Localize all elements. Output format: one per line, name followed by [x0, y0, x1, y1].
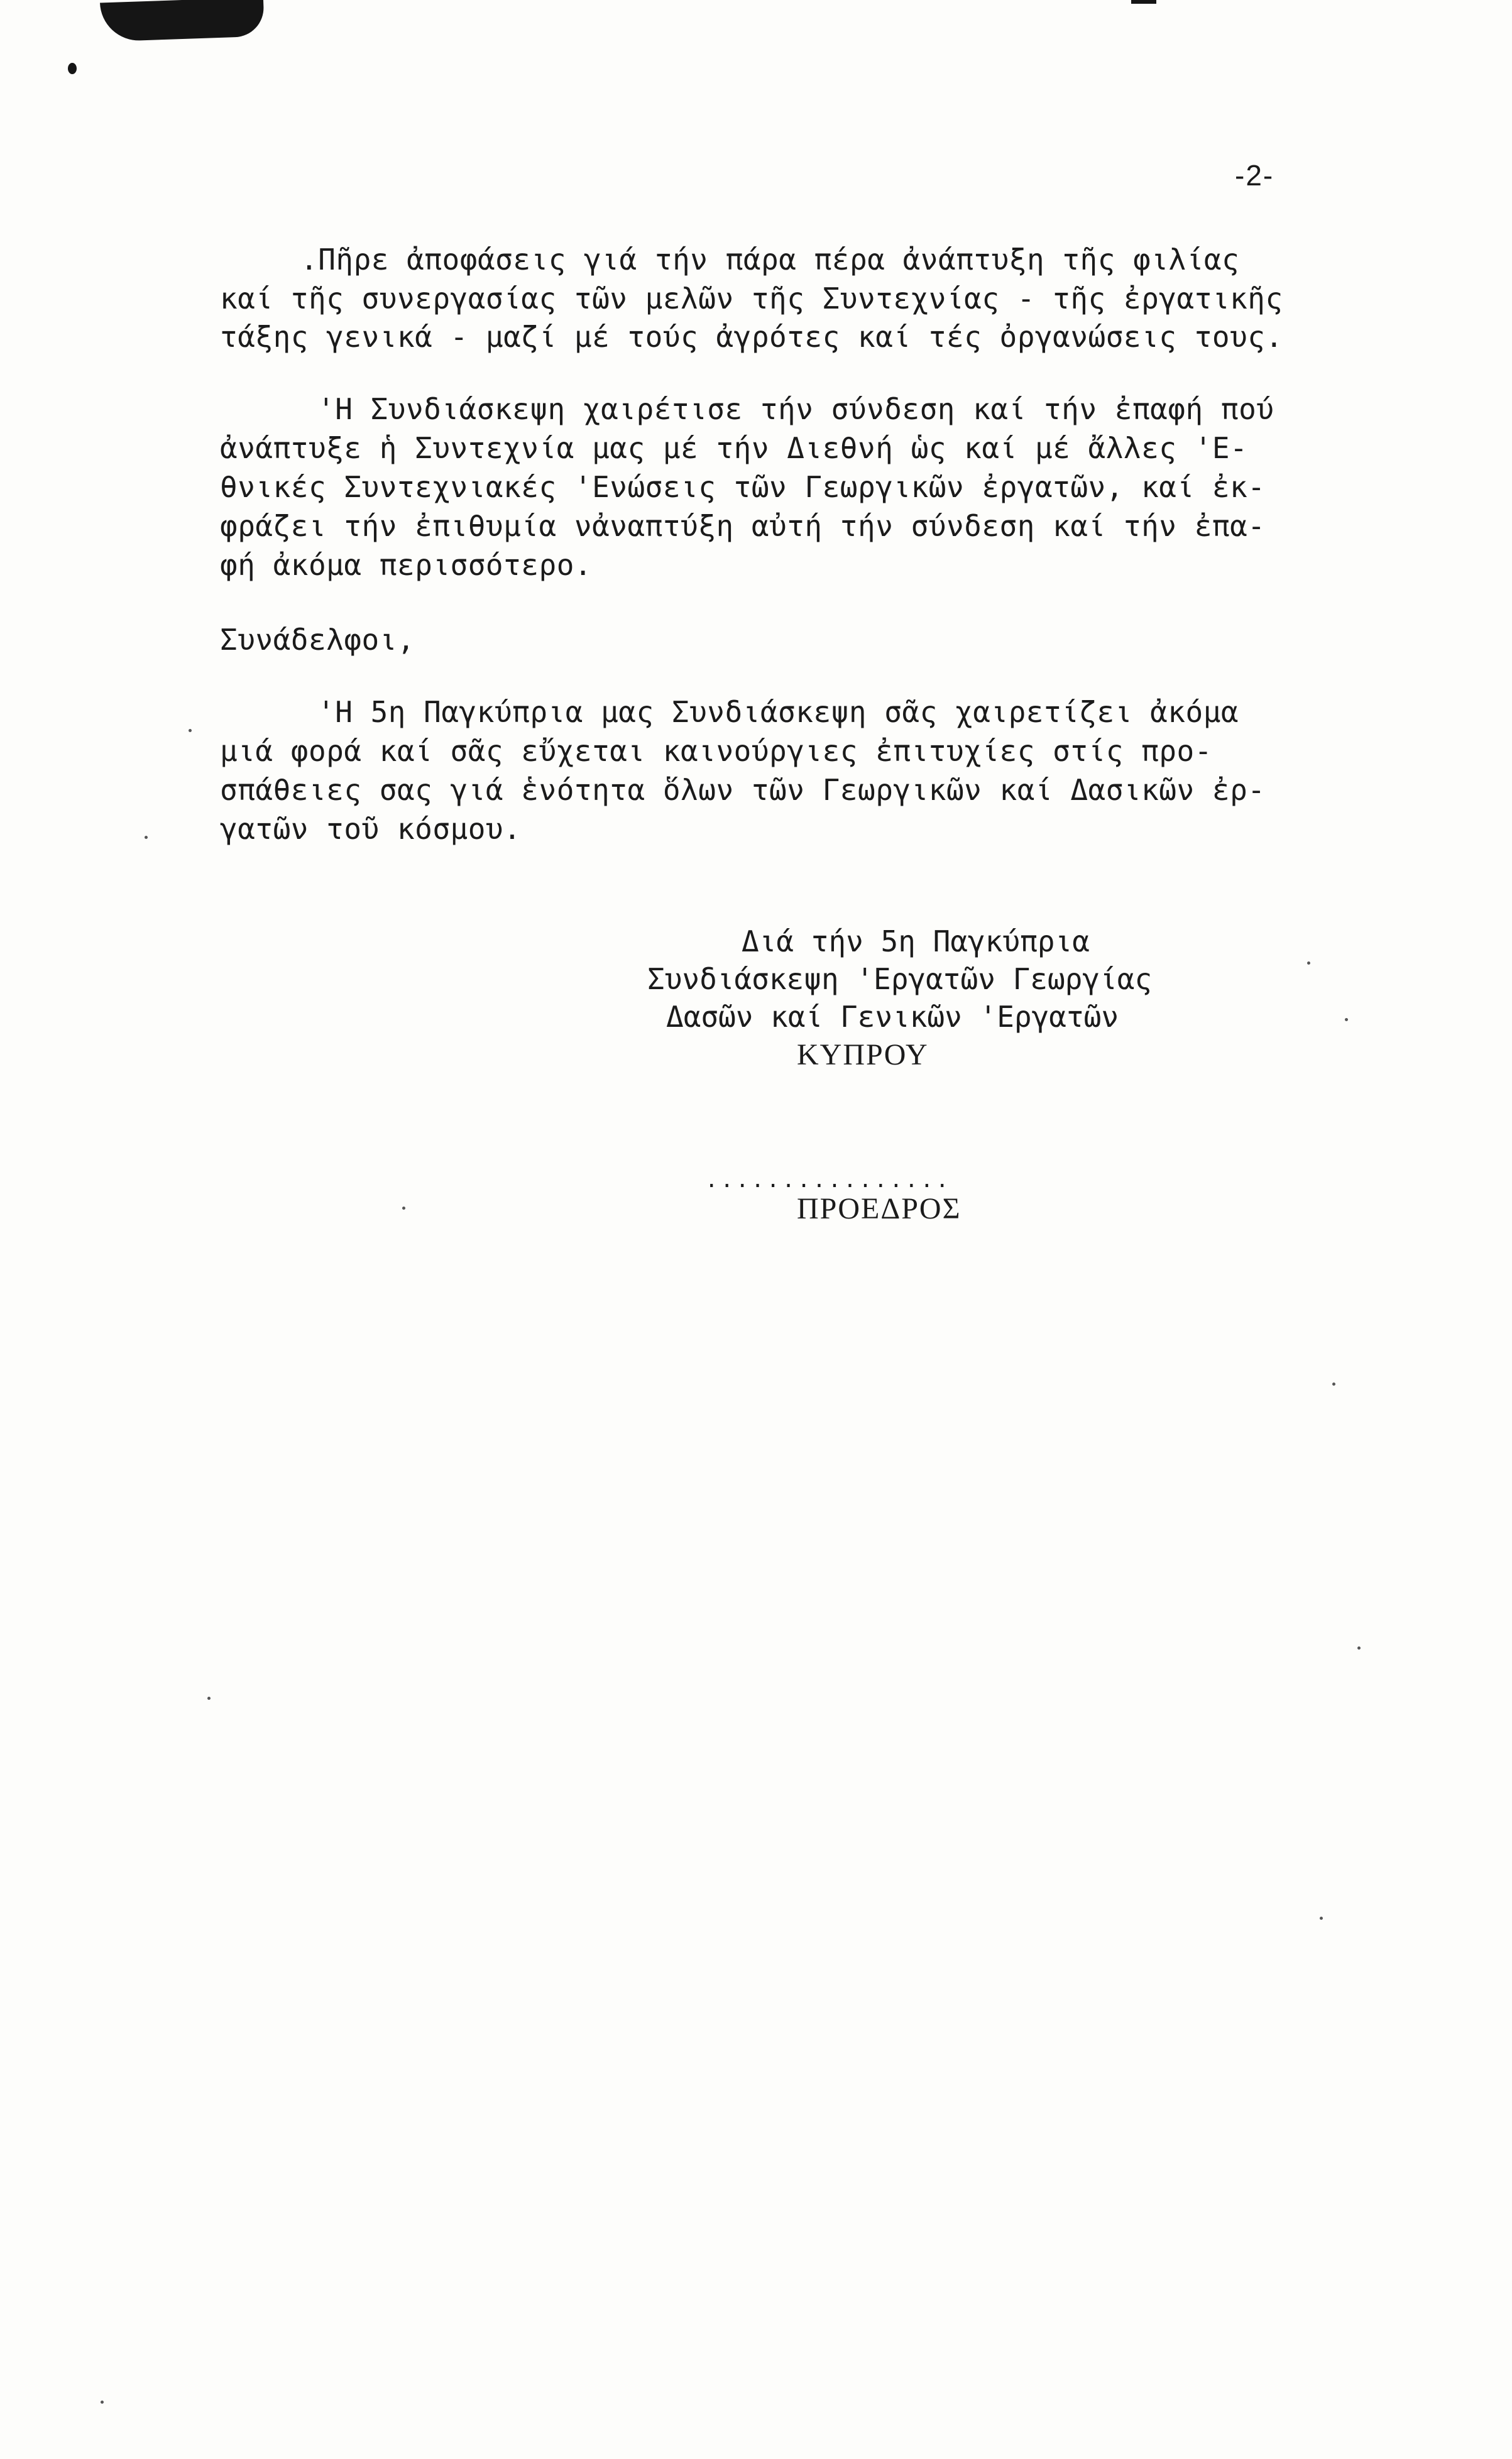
signature-country: ΚΥΠΡΟΥ	[797, 1038, 929, 1071]
paragraph-line: ἀνάπτυξε ἡ Συντεχνία μας μέ τήν Διεθνή ὡς καί μέ ἄλλες 'Ε-	[220, 431, 1248, 465]
paragraph-line: σπάθειες σας γιά ἑνότητα ὅλων τῶν Γεωργικῶν καί Δασικῶν ἐρ-	[220, 773, 1266, 807]
signature-dotted-line: ................	[705, 1168, 951, 1193]
scan-speck	[101, 2401, 104, 2404]
paragraph-line: γατῶν τοῦ κόσμου.	[220, 812, 522, 846]
scan-speck	[189, 729, 192, 732]
signature-line: Διά τήν 5η Παγκύπρια	[742, 924, 1090, 958]
page-number: -2-	[1235, 159, 1274, 192]
paragraph-line: 'Η Συνδιάσκεψη χαιρέτισε τήν σύνδεση καί τήν ἐπαφή πού	[317, 392, 1274, 426]
scan-speck	[402, 1207, 405, 1210]
paragraph-line: φράζει τήν ἐπιθυμία νἀναπτύξη αὐτή τήν σύνδεση καί τήν ἐπα-	[220, 509, 1266, 543]
paragraph-line: .Πῆρε ἀποφάσεις γιά τήν πάρα πέρα ἀνάπτυξη τῆς φιλίας	[300, 243, 1240, 277]
scan-mark-top-right	[1131, 0, 1156, 4]
paragraph-line: καί τῆς συνεργασίας τῶν μελῶν τῆς Συντεχνίας - τῆς ἐργατικῆς	[220, 282, 1283, 315]
paragraph-line: φή ἀκόμα περισσότερο.	[220, 548, 593, 582]
paragraph-line: τάξης γενικά - μαζί μέ τούς ἀγρότες καί τές ὀργανώσεις τους.	[220, 320, 1283, 354]
scan-speck	[145, 836, 148, 839]
scan-speck	[1357, 1646, 1361, 1650]
scan-speck	[207, 1697, 211, 1700]
signature-line: Συνδιάσκεψη 'Εργατῶν Γεωργίας	[647, 962, 1153, 996]
scan-dot-left	[68, 63, 77, 74]
paragraph-line: 'Η 5η Παγκύπρια μας Συνδιάσκεψη σᾶς χαιρετίζει ἀκόμα	[317, 695, 1239, 729]
salutation: Συνάδελφοι,	[220, 623, 415, 657]
scan-smudge-top-left	[100, 0, 265, 42]
signature-line: Δασῶν καί Γενικῶν 'Εργατῶν	[666, 1000, 1119, 1034]
signature-title: ΠΡΟΕΔΡΟΣ	[797, 1192, 961, 1225]
paragraph-line: μιά φορά καί σᾶς εὔχεται καινούργιες ἐπιτυχίες στίς προ-	[220, 734, 1212, 768]
scan-speck	[1307, 961, 1310, 965]
scan-speck	[1332, 1383, 1335, 1386]
scan-speck	[1320, 1917, 1323, 1920]
scan-speck	[1345, 1018, 1348, 1021]
paragraph-line: θνικές Συντεχνιακές 'Ενώσεις τῶν Γεωργικῶν ἐργατῶν, καί ἐκ-	[220, 470, 1266, 504]
